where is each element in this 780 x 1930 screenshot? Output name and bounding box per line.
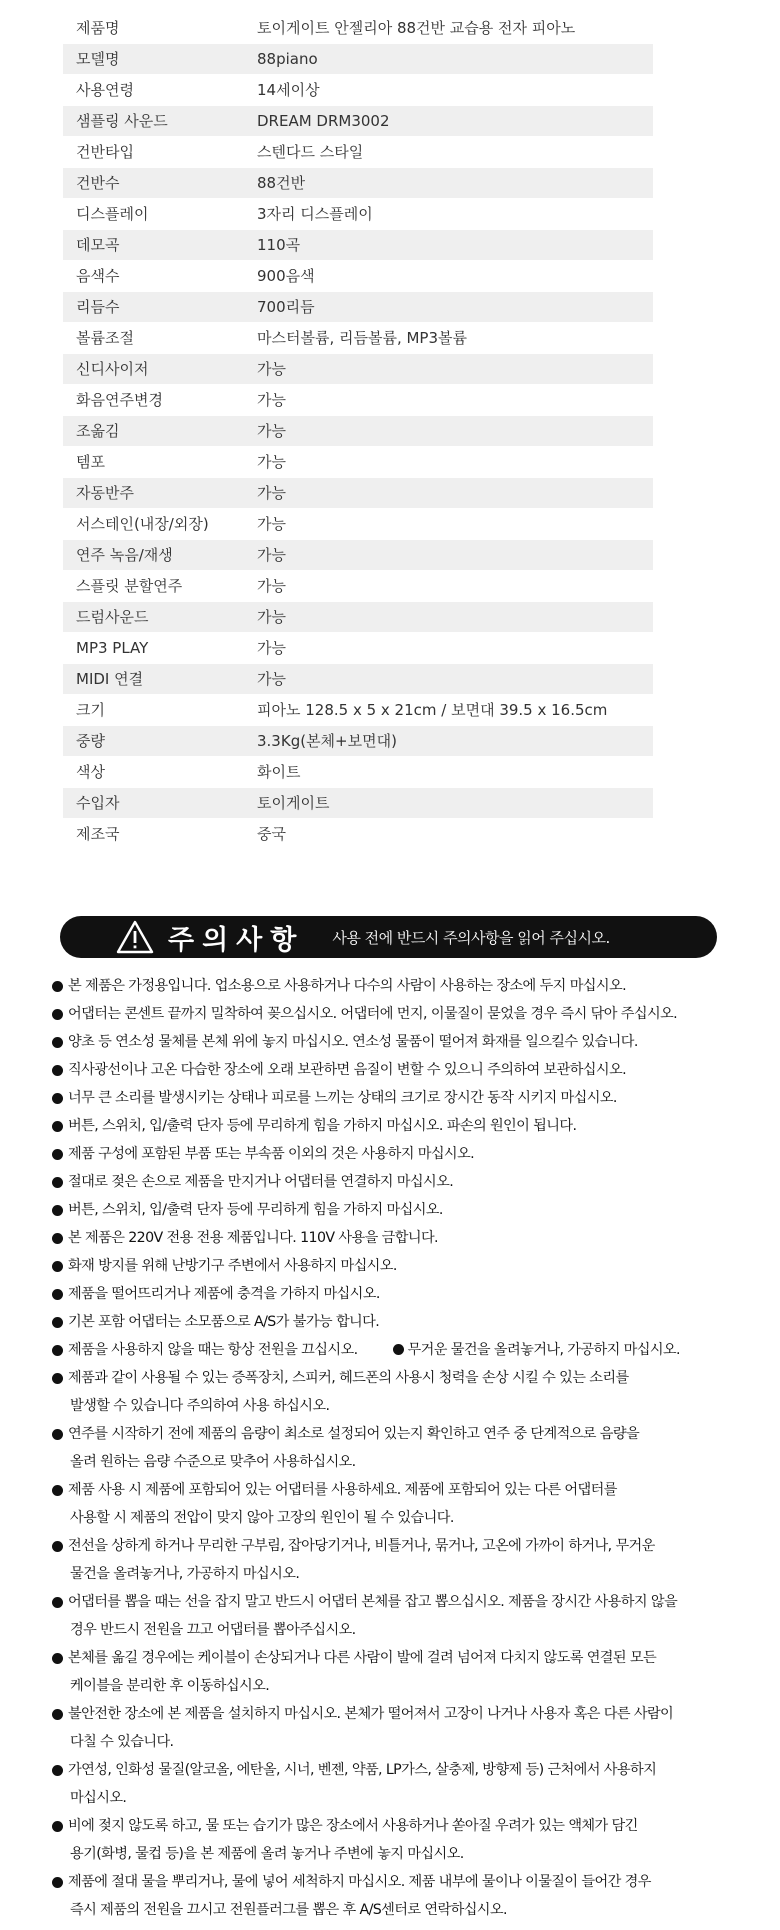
spec-value: 가능 bbox=[257, 571, 653, 602]
spec-value: 가능 bbox=[257, 447, 653, 478]
spec-value: 스텐다드 스타일 bbox=[257, 137, 653, 168]
spec-value: 700리듬 bbox=[257, 292, 653, 323]
caution-text: 버튼, 스위치, 입/출력 단자 등에 무리하게 힘을 가하지 마십시오. 파손의 원인이 됩니다. bbox=[68, 1118, 577, 1134]
bullet-icon bbox=[52, 1177, 63, 1188]
caution-banner bbox=[60, 916, 717, 958]
spec-value: 110곡 bbox=[257, 230, 653, 261]
caution-item bbox=[52, 1280, 742, 1308]
spec-row bbox=[63, 819, 653, 850]
caution-text: 제품에 절대 물을 뿌리거나, 물에 넣어 세척하지 마십시오. 제품 내부에 물이나 이물질이 들어간 경우 bbox=[68, 1874, 651, 1890]
spec-label: 건반수 bbox=[63, 168, 257, 199]
caution-text: 양초 등 연소성 물체를 본체 위에 놓지 마십시오. 연소성 물품이 떨어져 화재를 일으킬수 있습니다. bbox=[68, 1034, 638, 1050]
spec-value: 88건반 bbox=[257, 168, 653, 199]
caution-text: 다칠 수 있습니다. bbox=[70, 1734, 174, 1750]
spec-label: 수입자 bbox=[63, 788, 257, 819]
caution-item bbox=[52, 1084, 742, 1112]
spec-label: 디스플레이 bbox=[63, 199, 257, 230]
caution-text: 어댑터를 뽑을 때는 선을 잡지 말고 반드시 어댑터 본체를 잡고 뽑으십시오. 제품을 장시간 사용하지 않을 bbox=[68, 1594, 678, 1610]
caution-item bbox=[52, 1308, 742, 1336]
spec-label: 사용연령 bbox=[63, 75, 257, 106]
spec-label: 신디사이저 bbox=[63, 354, 257, 385]
caution-text: 비에 젖지 않도록 하고, 물 또는 습기가 많은 장소에서 사용하거나 쏟아질 우려가 있는 액체가 담긴 bbox=[68, 1818, 638, 1834]
bullet-icon bbox=[52, 1485, 63, 1496]
spec-value: 가능 bbox=[257, 509, 653, 540]
caution-text: 본 제품은 가정용입니다. 업소용으로 사용하거나 다수의 사람이 사용하는 장소에 두지 마십시오. bbox=[68, 978, 627, 994]
spec-row bbox=[63, 695, 653, 726]
spec-row bbox=[63, 571, 653, 602]
warning-triangle-icon bbox=[116, 920, 154, 954]
bullet-icon bbox=[52, 1597, 63, 1608]
spec-label: 스플릿 분할연주 bbox=[63, 571, 257, 602]
spec-label: MP3 PLAY bbox=[63, 633, 257, 664]
caution-text: 용기(화병, 물컵 등)을 본 제품에 올려 놓거나 주변에 놓지 마십시오. bbox=[70, 1846, 464, 1862]
caution-text: 연주를 시작하기 전에 제품의 음량이 최소로 설정되어 있는지 확인하고 연주 중 단계적으로 음량을 bbox=[68, 1426, 640, 1442]
caution-text: 전선을 상하게 하거나 무리한 구부림, 잡아당기거나, 비틀거나, 묶거나, 고온에 가까이 하거나, 무거운 bbox=[68, 1538, 655, 1554]
caution-text: 경우 반드시 전원을 끄고 어댑터를 뽑아주십시오. bbox=[70, 1622, 356, 1638]
spec-value: 피아노 128.5 x 5 x 21cm / 보면대 39.5 x 16.5cm bbox=[257, 695, 653, 726]
spec-value: 900음색 bbox=[257, 261, 653, 292]
bullet-icon bbox=[52, 1765, 63, 1776]
bullet-icon bbox=[52, 1653, 63, 1664]
caution-text: 케이블을 분리한 후 이동하십시오. bbox=[70, 1678, 270, 1694]
caution-item bbox=[52, 1868, 742, 1924]
bullet-icon bbox=[52, 981, 63, 992]
spec-row bbox=[63, 323, 653, 354]
spec-row bbox=[63, 664, 653, 695]
caution-subtitle: 사용 전에 반드시 주의사항을 읽어 주십시오. bbox=[332, 928, 610, 947]
bullet-icon bbox=[52, 1345, 63, 1356]
bullet-icon bbox=[52, 1093, 63, 1104]
spec-row bbox=[63, 354, 653, 385]
bullet-icon bbox=[52, 1317, 63, 1328]
spec-value: 14세이상 bbox=[257, 75, 653, 106]
caution-item bbox=[52, 1028, 742, 1056]
bullet-icon bbox=[52, 1065, 63, 1076]
spec-label: 드럼사운드 bbox=[63, 602, 257, 633]
caution-text: 사용할 시 제품의 전압이 맞지 않아 고장의 원인이 될 수 있습니다. bbox=[70, 1510, 454, 1526]
bullet-icon bbox=[52, 1877, 63, 1888]
caution-text: 물건을 올려놓거나, 가공하지 마십시오. bbox=[70, 1566, 300, 1582]
bullet-icon bbox=[52, 1821, 63, 1832]
caution-item bbox=[52, 1000, 742, 1028]
spec-row bbox=[63, 106, 653, 137]
bullet-icon bbox=[52, 1149, 63, 1160]
caution-item bbox=[52, 1588, 742, 1644]
spec-row bbox=[63, 726, 653, 757]
caution-text: 가연성, 인화성 물질(알코올, 에탄올, 시너, 벤젠, 약품, LP가스, 살충제, 방향제 등) 근처에서 사용하지 bbox=[68, 1762, 657, 1778]
spec-row bbox=[63, 75, 653, 106]
spec-row bbox=[63, 416, 653, 447]
spec-label: 데모곡 bbox=[63, 230, 257, 261]
bullet-icon bbox=[52, 1541, 63, 1552]
caution-text: 버튼, 스위치, 입/출력 단자 등에 무리하게 힘을 가하지 마십시오. bbox=[68, 1202, 443, 1218]
spec-label: 조옮김 bbox=[63, 416, 257, 447]
spec-table bbox=[63, 13, 653, 850]
spec-value: 가능 bbox=[257, 385, 653, 416]
spec-row bbox=[63, 633, 653, 664]
spec-row bbox=[63, 447, 653, 478]
spec-row bbox=[63, 540, 653, 571]
spec-label: 서스테인(내장/외장) bbox=[63, 509, 257, 540]
spec-row bbox=[63, 261, 653, 292]
spec-row bbox=[63, 292, 653, 323]
caution-text: 본체를 옮길 경우에는 케이블이 손상되거나 다른 사람이 발에 걸려 넘어져 다치지 않도록 연결된 모든 bbox=[68, 1650, 657, 1666]
caution-text: 절대로 젖은 손으로 제품을 만지거나 어댑터를 연결하지 마십시오. bbox=[68, 1174, 454, 1190]
caution-item bbox=[52, 1644, 742, 1700]
spec-value: 가능 bbox=[257, 478, 653, 509]
caution-text: 제품 구성에 포함된 부품 또는 부속품 이외의 것은 사용하지 마십시오. bbox=[68, 1146, 475, 1162]
caution-item bbox=[52, 1168, 742, 1196]
bullet-icon bbox=[393, 1344, 404, 1355]
caution-text: 제품을 떨어뜨리거나 제품에 충격을 가하지 마십시오. bbox=[68, 1286, 380, 1302]
spec-label: 크기 bbox=[63, 695, 257, 726]
caution-text bbox=[68, 1336, 742, 1364]
caution-list bbox=[52, 972, 742, 1924]
spec-value: 중국 bbox=[257, 819, 653, 850]
spec-value: 토이게이트 안젤리아 88건반 교습용 전자 피아노 bbox=[257, 13, 653, 44]
caution-text: 제품 사용 시 제품에 포함되어 있는 어댑터를 사용하세요. 제품에 포함되어 있는 다른 어댑터를 bbox=[68, 1482, 617, 1498]
spec-label: 리듬수 bbox=[63, 292, 257, 323]
spec-row bbox=[63, 602, 653, 633]
caution-text: 제품과 같이 사용될 수 있는 증폭장치, 스피커, 헤드폰의 사용시 청력을 손상 시킬 수 있는 소리를 bbox=[68, 1370, 629, 1386]
bullet-icon bbox=[52, 1261, 63, 1272]
spec-row bbox=[63, 385, 653, 416]
spec-label: 모델명 bbox=[63, 44, 257, 75]
caution-text: 올려 원하는 음량 수준으로 맞추어 사용하십시오. bbox=[70, 1454, 356, 1470]
caution-text: 기본 포함 어댑터는 소모품으로 A/S가 불가능 합니다. bbox=[68, 1314, 380, 1330]
spec-value: DREAM DRM3002 bbox=[257, 106, 653, 137]
bullet-icon bbox=[52, 1373, 63, 1384]
caution-text: 본 제품은 220V 전용 전용 제품입니다. 110V 사용을 금합니다. bbox=[68, 1230, 438, 1246]
caution-text: 너무 큰 소리를 발생시키는 상태나 피로를 느끼는 상태의 크기로 장시간 동작 시키지 마십시오. bbox=[68, 1090, 617, 1106]
spec-label: 볼륨조절 bbox=[63, 323, 257, 354]
spec-row bbox=[63, 757, 653, 788]
spec-value: 화이트 bbox=[257, 757, 653, 788]
bullet-icon bbox=[52, 1205, 63, 1216]
spec-label: 중량 bbox=[63, 726, 257, 757]
caution-item bbox=[52, 1224, 742, 1252]
spec-value: 3자리 디스플레이 bbox=[257, 199, 653, 230]
caution-text: 화재 방지를 위해 난방기구 주변에서 사용하지 마십시오. bbox=[68, 1258, 397, 1274]
spec-value: 가능 bbox=[257, 354, 653, 385]
bullet-icon bbox=[52, 1121, 63, 1132]
caution-text: 마십시오. bbox=[70, 1790, 127, 1806]
spec-row bbox=[63, 199, 653, 230]
bullet-icon bbox=[52, 1037, 63, 1048]
spec-value: 마스터볼륨, 리듬볼륨, MP3볼륨 bbox=[257, 323, 653, 354]
caution-item bbox=[52, 1532, 742, 1588]
caution-text: 직사광선이나 고온 다습한 장소에 오래 보관하면 음질이 변할 수 있으니 주의하여 보관하십시오. bbox=[68, 1062, 627, 1078]
caution-item bbox=[52, 1756, 742, 1812]
spec-label: 화음연주변경 bbox=[63, 385, 257, 416]
spec-value: 가능 bbox=[257, 664, 653, 695]
spec-value: 가능 bbox=[257, 602, 653, 633]
caution-item bbox=[52, 1476, 742, 1532]
caution-text: 발생할 수 있습니다 주의하여 사용 하십시오. bbox=[70, 1398, 330, 1414]
caution-item bbox=[52, 1420, 742, 1476]
spec-label: 음색수 bbox=[63, 261, 257, 292]
spec-value: 3.3Kg(본체+보면대) bbox=[257, 726, 653, 757]
caution-item bbox=[52, 1336, 742, 1364]
spec-label: 자동반주 bbox=[63, 478, 257, 509]
spec-row bbox=[63, 230, 653, 261]
spec-label: 템포 bbox=[63, 447, 257, 478]
bullet-icon bbox=[52, 1429, 63, 1440]
spec-row bbox=[63, 788, 653, 819]
bullet-icon bbox=[52, 1009, 63, 1020]
spec-label: 제조국 bbox=[63, 819, 257, 850]
spec-value: 가능 bbox=[257, 416, 653, 447]
spec-value: 토이게이트 bbox=[257, 788, 653, 819]
caution-item bbox=[52, 1252, 742, 1280]
caution-text: 무거운 물건을 올려놓거나, 가공하지 마십시오. bbox=[407, 1342, 680, 1358]
caution-text: 어댑터는 콘센트 끝까지 밀착하여 꽂으십시오. 어댑터에 먼지, 이물질이 묻었을 경우 즉시 닦아 주십시오. bbox=[68, 1006, 678, 1022]
bullet-icon bbox=[52, 1233, 63, 1244]
caution-item bbox=[52, 1700, 742, 1756]
caution-text: 불안전한 장소에 본 제품을 설치하지 마십시오. 본체가 떨어져서 고장이 나거나 사용자 혹은 다른 사람이 bbox=[68, 1706, 674, 1722]
caution-item bbox=[52, 1140, 742, 1168]
spec-value: 88piano bbox=[257, 44, 653, 75]
caution-item bbox=[52, 1112, 742, 1140]
caution-item bbox=[52, 1056, 742, 1084]
spec-label: 제품명 bbox=[63, 13, 257, 44]
spec-row bbox=[63, 168, 653, 199]
spec-label: 색상 bbox=[63, 757, 257, 788]
caution-item bbox=[52, 1196, 742, 1224]
spec-row bbox=[63, 44, 653, 75]
bullet-icon bbox=[52, 1289, 63, 1300]
spec-row bbox=[63, 478, 653, 509]
bullet-icon bbox=[52, 1709, 63, 1720]
caution-title: 주의사항 bbox=[168, 924, 305, 956]
spec-value: 가능 bbox=[257, 540, 653, 571]
spec-label: 건반타입 bbox=[63, 137, 257, 168]
spec-row bbox=[63, 137, 653, 168]
caution-text: 즉시 제품의 전원을 끄시고 전원플러그를 뽑은 후 A/S센터로 연락하십시오. bbox=[70, 1902, 507, 1918]
spec-label: 연주 녹음/재생 bbox=[63, 540, 257, 571]
spec-row bbox=[63, 13, 653, 44]
spec-label: 샘플링 사운드 bbox=[63, 106, 257, 137]
caution-text: 제품을 사용하지 않을 때는 항상 전원을 끄십시오. bbox=[68, 1342, 358, 1358]
spec-row bbox=[63, 509, 653, 540]
caution-item bbox=[52, 972, 742, 1000]
caution-item bbox=[52, 1364, 742, 1420]
spec-label: MIDI 연결 bbox=[63, 664, 257, 695]
caution-item bbox=[52, 1812, 742, 1868]
spec-value: 가능 bbox=[257, 633, 653, 664]
